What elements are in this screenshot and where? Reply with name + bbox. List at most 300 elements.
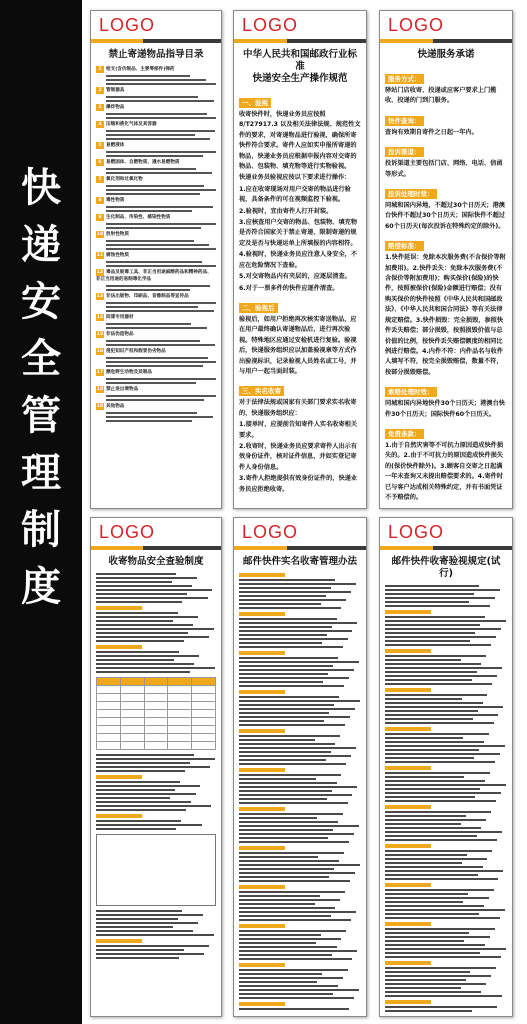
table-cell xyxy=(168,742,192,750)
fine-print-line xyxy=(385,722,494,724)
list-item xyxy=(96,142,216,149)
title-char: 快 xyxy=(21,165,61,211)
fine-print-line xyxy=(239,934,321,936)
fine-print-line xyxy=(385,987,461,989)
fine-print-line xyxy=(106,134,195,136)
fine-print-line xyxy=(239,807,285,811)
step-item: 5.对交寄物品内有夹层的，应逐层清查。 xyxy=(239,273,351,281)
fine-print-line xyxy=(385,694,487,696)
fine-print-line xyxy=(239,829,333,831)
table-cell xyxy=(192,734,216,742)
fine-print-line xyxy=(239,977,343,979)
header-stripe xyxy=(234,546,366,550)
table-cell xyxy=(192,686,216,694)
list-item xyxy=(96,386,216,393)
item-number-badge: 4 xyxy=(96,121,104,128)
fine-print-line xyxy=(106,382,196,384)
step-list xyxy=(239,420,361,495)
step-item: 2.验视时，宜由寄件人打开封装。 xyxy=(239,207,333,215)
fine-print-line xyxy=(385,688,431,692)
fine-print-line xyxy=(239,790,332,792)
fine-print-line xyxy=(385,991,481,993)
header-stripe xyxy=(234,39,366,43)
fine-print-line xyxy=(106,416,213,418)
fine-print-line xyxy=(385,628,501,630)
fine-print-line xyxy=(106,365,203,367)
paragraph: 验视后，如用户拒绝再次核实寄送物品，应在用户最终确认寄递物品后，进行再次验视。特殊地区应通过安检机进行复验。验视后，快递服务组织应以加盖验视章等方式作出验视标识，记录验视人员姓名或工号，并与用户一起当面封装。 xyxy=(239,315,357,375)
table-cell xyxy=(97,726,121,734)
section-heading: 免责条款： xyxy=(385,429,424,439)
item-number-badge: 11 xyxy=(96,253,104,258)
fine-print-line xyxy=(239,1008,349,1010)
fine-print-line xyxy=(385,995,502,997)
fine-print-line xyxy=(239,651,285,655)
table-cell xyxy=(120,734,144,742)
fine-print-line xyxy=(385,659,461,661)
item-label: 氧化剂和过氧化物 xyxy=(106,177,143,182)
fine-print-line xyxy=(239,950,357,952)
fine-print-line xyxy=(239,981,317,983)
table-cell xyxy=(120,718,144,726)
fine-print-line xyxy=(96,793,196,795)
fine-print-line xyxy=(385,757,474,759)
header-stripe xyxy=(380,546,512,550)
title-line: 中华人民共和国邮政行业标准 xyxy=(242,49,357,72)
item-number-badge: 2 xyxy=(96,87,104,94)
fine-print-line xyxy=(96,820,181,822)
fine-print-line xyxy=(106,289,190,291)
board-title: 邮件快件实名收寄管理办法 xyxy=(242,556,357,567)
fine-print-line xyxy=(96,624,193,626)
fine-print-line xyxy=(385,883,431,887)
item-number-badge: 3 xyxy=(96,104,104,111)
section-text: 同城和国内异地快件30个日历天；港澳台快件30个日历天；国际快件60个日历天。 xyxy=(385,400,505,418)
table-cell xyxy=(168,718,192,726)
list-item xyxy=(96,348,216,355)
fine-print-line xyxy=(239,774,341,776)
title-char: 制 xyxy=(21,507,61,553)
fine-print-line xyxy=(239,798,327,800)
fine-print-line xyxy=(106,185,204,187)
table-cell xyxy=(144,742,168,750)
table-cell xyxy=(120,742,144,750)
fine-print-line xyxy=(106,172,212,174)
item-number-badge: 7 xyxy=(96,176,104,183)
fine-print-line xyxy=(239,911,356,913)
list-item xyxy=(96,293,216,300)
fine-print-line xyxy=(385,636,496,638)
table-cell xyxy=(168,702,192,710)
fine-print-line xyxy=(385,589,500,591)
fine-print-line xyxy=(385,624,480,626)
fine-print-line xyxy=(385,741,484,743)
item-label: 生化制品、传染性、感染性物质 xyxy=(106,215,171,220)
fine-print-line xyxy=(239,942,316,944)
fine-print-line xyxy=(385,640,470,642)
fine-print-line xyxy=(385,1000,431,1004)
prohibited-items-list xyxy=(96,66,216,422)
section-text: 投诉渠道主要包括门店、网络、电话、信函等形式。 xyxy=(385,160,503,178)
list-item xyxy=(96,121,216,128)
table-cell xyxy=(120,726,144,734)
item-number-badge: 16 xyxy=(96,349,104,354)
fine-print-line xyxy=(385,827,481,829)
table-cell xyxy=(192,702,216,710)
fine-print-line xyxy=(239,837,328,839)
fine-print-line xyxy=(239,587,331,589)
fine-print-line xyxy=(385,874,478,876)
form-box-header xyxy=(97,835,215,837)
fine-print-line xyxy=(239,657,338,659)
section-text: 同城和国内异地，不超过30个日历天；港澳台快件不超过30个日历天；国际快件不超过60个日历天(每次投诉在特殊约定的除外)。 xyxy=(385,202,505,230)
fine-print-line xyxy=(385,780,485,782)
fine-print-line xyxy=(385,632,475,634)
step-item: 1.接单时，应提前告知寄件人实名收寄相关要求。 xyxy=(239,421,358,439)
fine-print-line xyxy=(96,758,215,760)
table-cell xyxy=(120,694,144,702)
fine-print-line xyxy=(106,210,192,212)
item-label: 侵犯知识产权和假冒伪劣物品 xyxy=(106,349,166,354)
table-row xyxy=(97,678,216,686)
fine-print-line xyxy=(239,907,335,909)
list-item xyxy=(96,231,216,238)
fine-print-line xyxy=(239,607,341,609)
fine-print-line xyxy=(96,809,186,811)
fine-print-line xyxy=(385,831,502,833)
fine-print-line xyxy=(239,864,360,866)
fine-print-line xyxy=(385,952,480,954)
fine-print-line xyxy=(239,903,315,905)
fine-print-line xyxy=(385,605,490,607)
fine-print-line xyxy=(385,956,501,958)
fine-print-line xyxy=(239,872,355,874)
fine-print-line xyxy=(239,763,346,765)
fine-print-line xyxy=(96,934,214,936)
fine-print xyxy=(96,910,216,959)
board-inspection-system xyxy=(90,517,222,1017)
table-cell xyxy=(120,702,144,710)
fine-print-line xyxy=(385,839,497,841)
fine-print-line xyxy=(385,858,487,860)
board-content xyxy=(385,47,507,504)
fine-print-line xyxy=(96,814,142,818)
fine-print-line xyxy=(106,100,214,102)
fine-print-line xyxy=(239,963,285,967)
fine-print-line xyxy=(239,860,339,862)
fine-print-line xyxy=(239,735,340,737)
fine-print-line xyxy=(106,420,192,422)
item-label: 枪支(含仿制品、主要零部件)弹药 xyxy=(106,67,175,72)
fine-print-line xyxy=(96,585,192,587)
fine-print-line xyxy=(385,698,462,700)
fine-print-line xyxy=(96,945,209,947)
list-item xyxy=(96,269,216,283)
section-heading: 一、验视 xyxy=(239,98,271,108)
fine-print-line xyxy=(96,805,211,807)
fine-print-line xyxy=(385,897,489,899)
title-char: 管 xyxy=(21,393,61,439)
paragraph: 对于法律法规或国家有关部门要求实名收寄的，快递服务组织应： xyxy=(239,399,357,417)
fine-print-line xyxy=(239,813,343,815)
fine-print-line xyxy=(239,841,349,843)
board-realname-rules xyxy=(233,517,367,1017)
list-item xyxy=(96,403,216,410)
fine-print-line xyxy=(239,729,285,733)
fine-print-line xyxy=(106,378,216,380)
step-item: 3.寄件人拒绝提供有效身份证件的，快递业务员应拒绝收寄。 xyxy=(239,475,358,493)
title-char: 递 xyxy=(21,222,61,268)
fine-print-line xyxy=(239,704,334,706)
fine-print-line xyxy=(96,797,170,799)
step-item: 6.对于一票多件的快件应逐件清查。 xyxy=(239,284,339,292)
fine-print-line xyxy=(96,620,173,622)
table-cell xyxy=(144,702,168,710)
section-heading: 投诉处理时效： xyxy=(385,189,437,199)
item-label: 非法伪造物品 xyxy=(106,332,134,337)
fine-print-line xyxy=(239,958,352,960)
fine-print-line xyxy=(385,932,469,934)
fine-print-line xyxy=(96,939,142,943)
fine-print-line xyxy=(385,597,495,599)
fine-print-line xyxy=(96,628,214,630)
fine-print-line xyxy=(106,189,216,191)
fine-print-line xyxy=(239,919,351,921)
fine-print-line xyxy=(239,885,285,889)
fine-print-line xyxy=(385,766,431,770)
fine-print-line xyxy=(385,733,489,735)
fine-print-line xyxy=(385,905,484,907)
table-row xyxy=(97,718,216,726)
fine-print-line xyxy=(239,876,329,878)
fine-print-line xyxy=(385,749,479,751)
list-item xyxy=(96,331,216,338)
fine-print-line xyxy=(239,622,357,624)
fine-print-line xyxy=(385,928,495,930)
fine-print-line xyxy=(385,878,498,880)
table-cell xyxy=(97,686,121,694)
table-cell xyxy=(97,718,121,726)
paragraph: 收寄快件时，快递业务员应按照 8/T27917.3 以及相关法律法规、规范性文件的要求，对寄递物品进行验视，确保所寄快件符合要求。寄件人应如实申报所寄递的物品，快递业务员应根据申报内容对交寄的物品、包装物、填充物等进行实物验视。 xyxy=(239,111,361,171)
fine-print-line xyxy=(106,83,216,85)
fine-print-line xyxy=(96,651,179,653)
item-label: 易燃固体、自燃物质、遇水易燃物质 xyxy=(106,160,180,165)
fine-print-line xyxy=(385,702,483,704)
fine-print-line xyxy=(385,776,464,778)
table-row xyxy=(97,694,216,702)
board-title: 邮件快件收寄验视规定(试行) xyxy=(391,556,501,579)
table-cell xyxy=(97,734,121,742)
form-box xyxy=(96,834,216,906)
fine-print-line xyxy=(239,786,357,788)
fine-print-line xyxy=(239,690,285,694)
fine-print-line xyxy=(96,766,210,768)
fine-print-line xyxy=(385,854,467,856)
fine-print-line xyxy=(106,261,202,263)
section-heading: 索赔处理时效： xyxy=(385,387,437,397)
board-title xyxy=(239,49,361,85)
fine-print-line xyxy=(239,993,333,995)
fine-print-line xyxy=(385,585,479,587)
table-cell xyxy=(168,694,192,702)
fine-print-line xyxy=(106,344,215,346)
logo: LOGO xyxy=(99,522,156,542)
fine-print-line xyxy=(239,782,337,784)
item-number-badge: 5 xyxy=(96,142,104,149)
fine-print-line xyxy=(385,610,431,614)
fine-print-line xyxy=(106,323,191,325)
fine-print-line xyxy=(106,327,207,329)
fine-print-line xyxy=(385,737,463,739)
fine-print-line xyxy=(239,661,359,663)
fine-print-line xyxy=(106,113,207,115)
fine-print-line xyxy=(239,599,346,601)
board-safety-spec xyxy=(233,10,367,509)
fine-print-line xyxy=(385,862,462,864)
board-content xyxy=(239,47,361,504)
fine-print-line xyxy=(239,833,354,835)
fine-print-line xyxy=(96,632,188,634)
fine-print-line xyxy=(239,685,344,687)
fine-print-line xyxy=(106,193,200,195)
fine-print-line xyxy=(106,117,216,119)
item-number-badge: 6 xyxy=(96,159,104,166)
record-table xyxy=(96,677,216,750)
fine-print-line xyxy=(385,675,497,677)
fine-print-line xyxy=(96,645,142,649)
item-label: 压缩和液化气体及其容器 xyxy=(106,122,157,127)
item-label: 易燃液体 xyxy=(106,143,125,148)
fine-print-line xyxy=(385,727,431,731)
fine-print-line xyxy=(239,642,322,644)
fine-print-line xyxy=(239,891,345,893)
fine-print-line xyxy=(385,761,495,763)
fine-print-line xyxy=(239,712,329,714)
fine-print-line xyxy=(96,636,209,638)
fine-print-line xyxy=(385,616,485,618)
fine-print-line xyxy=(385,649,431,653)
section-heading: 赔偿标准： xyxy=(385,241,424,251)
fine-print-line xyxy=(385,667,502,669)
table-row xyxy=(97,726,216,734)
fine-print-line xyxy=(106,79,206,81)
item-label: 间谍专用器材 xyxy=(106,315,134,320)
fine-print-line xyxy=(385,718,473,720)
fine-print-line xyxy=(239,880,350,882)
fine-print-line xyxy=(385,644,491,646)
fine-print-line xyxy=(239,665,333,667)
fine-print-line xyxy=(106,285,210,287)
fine-print-line xyxy=(106,306,198,308)
fine-print-line xyxy=(239,930,346,932)
fine-print-line xyxy=(96,655,199,657)
table-cell xyxy=(97,702,121,710)
board-content xyxy=(239,554,361,1012)
fine-print-line xyxy=(385,679,472,681)
item-label: 濒危野生动物及其制品 xyxy=(106,370,152,375)
fine-print-line xyxy=(239,973,322,975)
fine-print-line xyxy=(385,866,483,868)
item-number-badge: 8 xyxy=(96,197,104,204)
fine-print-line xyxy=(106,399,204,401)
fine-print-line xyxy=(385,663,481,665)
board-title: 禁止寄递物品指导目录 xyxy=(108,49,204,60)
list-item xyxy=(96,252,216,259)
fine-print-line xyxy=(96,671,190,673)
list-item xyxy=(96,66,216,73)
fine-print-line xyxy=(385,909,505,911)
fine-print-line xyxy=(385,655,486,657)
table-cell xyxy=(168,734,192,742)
fine-print-line xyxy=(239,856,318,858)
fine-print-line xyxy=(385,772,490,774)
title-char: 全 xyxy=(21,336,61,382)
fine-print-line xyxy=(239,751,331,753)
fine-print-line xyxy=(96,828,176,830)
board-inspection-rules xyxy=(379,517,513,1017)
item-number-badge: 1 xyxy=(96,66,104,73)
fine-print-line xyxy=(385,870,503,872)
fine-print-line xyxy=(239,646,343,648)
fine-print-line xyxy=(96,612,178,614)
table-row xyxy=(97,710,216,718)
fine-print-line xyxy=(239,747,356,749)
table-cell xyxy=(144,718,168,726)
fine-print-line xyxy=(239,768,285,772)
fine-print-line xyxy=(239,634,327,636)
fine-print-line xyxy=(239,1002,285,1006)
fine-print-line xyxy=(239,669,354,671)
logo: LOGO xyxy=(242,15,299,35)
fine-print-line xyxy=(239,724,345,726)
fine-print-line xyxy=(239,755,351,757)
item-label: 管制器具 xyxy=(106,88,125,93)
list-item xyxy=(96,197,216,204)
fine-print-line xyxy=(106,302,216,304)
fine-print-line xyxy=(96,581,172,583)
item-label: 禁止进出境物品 xyxy=(106,387,139,392)
table-cell xyxy=(168,726,192,734)
fine-print-line xyxy=(239,716,350,718)
fine-print-line xyxy=(96,659,174,661)
section-text: 查询有效期自寄件之日起一年内。 xyxy=(385,128,478,136)
fine-print-line xyxy=(385,889,494,891)
promise-sections xyxy=(385,66,507,503)
fine-print-line xyxy=(385,805,431,809)
fine-print-line xyxy=(239,989,359,991)
fine-print-line xyxy=(96,573,176,575)
fine-print-line xyxy=(96,663,194,665)
fine-print-line xyxy=(385,1010,472,1012)
section-text: 1.快件延误：免除本次服务费(不含保价等附加费用)。2.快件丢失：免除本次服务费(不含保价等附加费用)；购买保价(保险)的快件，按照被保价(保险)金额进行赔偿；没有购买保价的快件按照《中华人民共和国邮政法》、《中华人民共和国合同法》等有关法律规定赔偿。3.快件损毁：完全损毁，参照快件丢失赔偿；部分损毁，按照损毁价值与总价值的比例，按快件丢失赔偿额度的相同比例进行赔偿。4.内件不符：内件品名与收件人填写不符，按完全损毁赔偿，数量不符，按部分损毁赔偿。 xyxy=(385,254,506,376)
list-item xyxy=(96,104,216,111)
fine-print-line xyxy=(239,954,332,956)
fine-print-line xyxy=(106,395,216,397)
fine-print-line xyxy=(96,785,200,787)
board-content xyxy=(96,47,216,504)
fine-print-line xyxy=(239,821,338,823)
fine-print-line xyxy=(96,601,182,603)
fine-print-line xyxy=(239,899,340,901)
fine-print xyxy=(385,585,507,1012)
table-cell xyxy=(120,710,144,718)
fine-print-line xyxy=(385,811,491,813)
fine-print-line xyxy=(385,753,500,755)
fine-print-line xyxy=(96,762,190,764)
section-text: 驿站门店收寄、投递或应客户要求上门揽收、投递的门到门服务。 xyxy=(385,87,497,105)
fine-print-line xyxy=(239,573,285,577)
header-stripe xyxy=(380,39,512,43)
fine-print-line xyxy=(239,825,359,827)
